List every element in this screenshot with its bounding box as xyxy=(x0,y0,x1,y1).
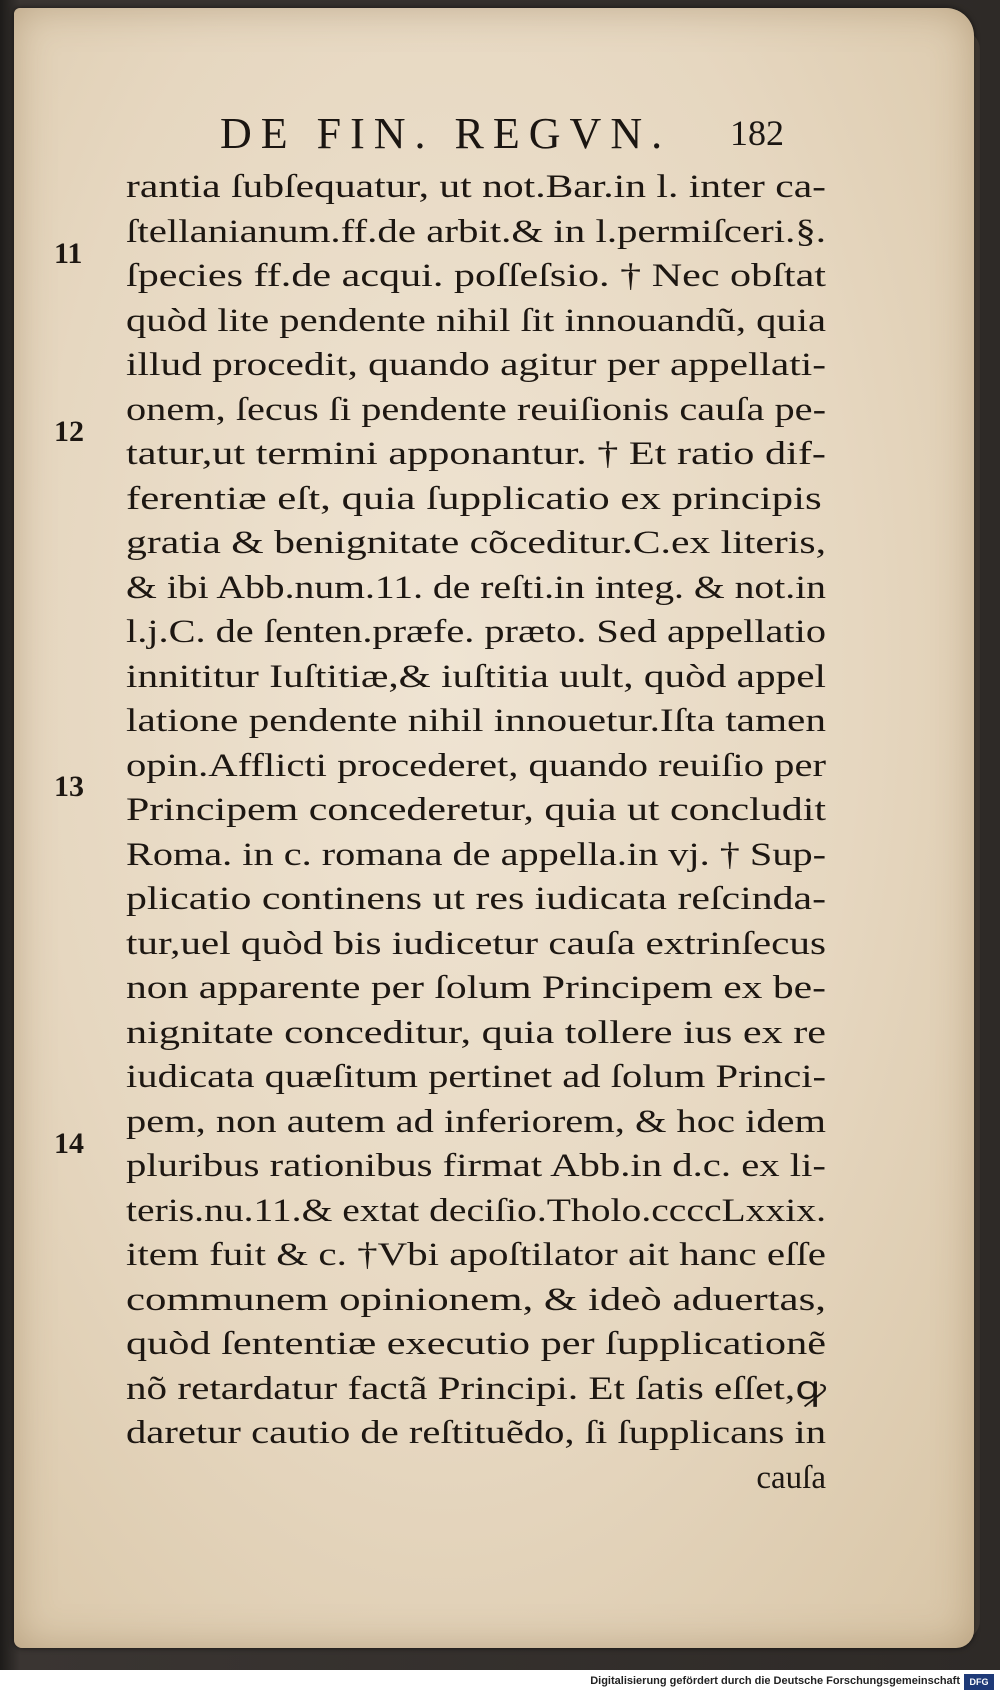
catchword: cauſa xyxy=(756,1459,826,1496)
text-line: gratia & benignitate cõceditur.C.ex literis, xyxy=(126,525,826,561)
marginal-number-12: 12 xyxy=(54,415,84,448)
text-line: iudicata quæſitum pertinet ad ſolum Princi- xyxy=(126,1059,827,1095)
text-line: tur,uel quòd bis iudicetur cauſa extrinſecus xyxy=(126,925,826,962)
text-line: opin.Afflicti procederet, quando reuiſio per xyxy=(126,747,827,784)
marginal-number-14: 14 xyxy=(54,1127,84,1160)
text-line: plicatio continens ut res iudicata reſcinda- xyxy=(126,881,826,917)
marginal-number-11: 11 xyxy=(54,237,83,270)
page-number: 182 xyxy=(730,113,784,153)
text-line: non apparente per ſolum Principem ex be- xyxy=(126,970,826,1006)
text-line: & ibi Abb.num.11. de reſti.in integ. & not.in xyxy=(126,569,826,606)
text-line: teris.nu.11.& extat deciſio.Tholo.ccccLxxix. xyxy=(126,1192,826,1229)
text-line: ferentiæ eſt, quia ſupplicatio ex principis xyxy=(126,480,822,517)
running-head-title: DE FIN. REGVN. xyxy=(220,109,672,158)
text-line: onem, ſecus ſi pendente reuiſionis cauſa pe- xyxy=(126,391,826,428)
text-line: quòd ſententiæ executio per ſupplicationẽ xyxy=(126,1326,826,1362)
text-line: daretur cautio de reſtituẽdo, ſi ſupplicans in xyxy=(126,1415,826,1451)
text-line: nignitate conceditur, quia tollere ius ex re xyxy=(126,1014,826,1051)
text-line: item fuit & c. †Vbi apoſtilator ait hanc eſſe xyxy=(126,1237,827,1273)
text-line: nõ retardatur factã Principi. Et ſatis eſſet,ꝙ xyxy=(126,1370,826,1407)
text-line: quòd lite pendente nihil ſit innouandũ, quia xyxy=(126,302,826,339)
dfg-logo: DFG xyxy=(964,1674,994,1690)
body-text xyxy=(126,165,826,1500)
text-line: l.j.C. de ſenten.præfe. præto. Sed appellatio xyxy=(126,614,826,650)
text-line: rantia ſubſequatur, ut not.Bar.in l. inter ca- xyxy=(126,169,826,205)
text-line: latione pendente nihil innouetur.Iſta tamen xyxy=(126,703,826,739)
digitization-footer xyxy=(0,1670,1000,1696)
footer-credit: Digitalisierung gefördert durch die Deutsche Forschungsgemeinschaft xyxy=(590,1675,960,1687)
text-line: illud procedit, quando agitur per appellati- xyxy=(126,347,826,383)
text-line: Principem concederetur, quia ut concludit xyxy=(126,792,826,828)
text-line: innititur Iuſtitiæ,& iuſtitia uult, quòd appel xyxy=(126,658,826,695)
text-line: pluribus rationibus firmat Abb.in d.c. ex li- xyxy=(126,1148,826,1184)
text-line: Roma. in c. romana de appella.in vj. † Sup- xyxy=(126,836,826,873)
text-line: tatur,ut termini apponantur. † Et ratio dif- xyxy=(126,436,826,472)
marginal-number-13: 13 xyxy=(54,770,84,803)
text-line: ſpecies ff.de acqui. poſſeſsio. † Nec obſtat xyxy=(126,258,826,294)
text-line: communem opinionem, & ideò aduertas, xyxy=(126,1281,826,1318)
text-line: ſtellanianum.ff.de arbit.& in l.permiſceri.§. xyxy=(126,213,826,250)
text-line: pem, non autem ad inferiorem, & hoc idem xyxy=(126,1103,826,1140)
running-head xyxy=(220,108,800,158)
